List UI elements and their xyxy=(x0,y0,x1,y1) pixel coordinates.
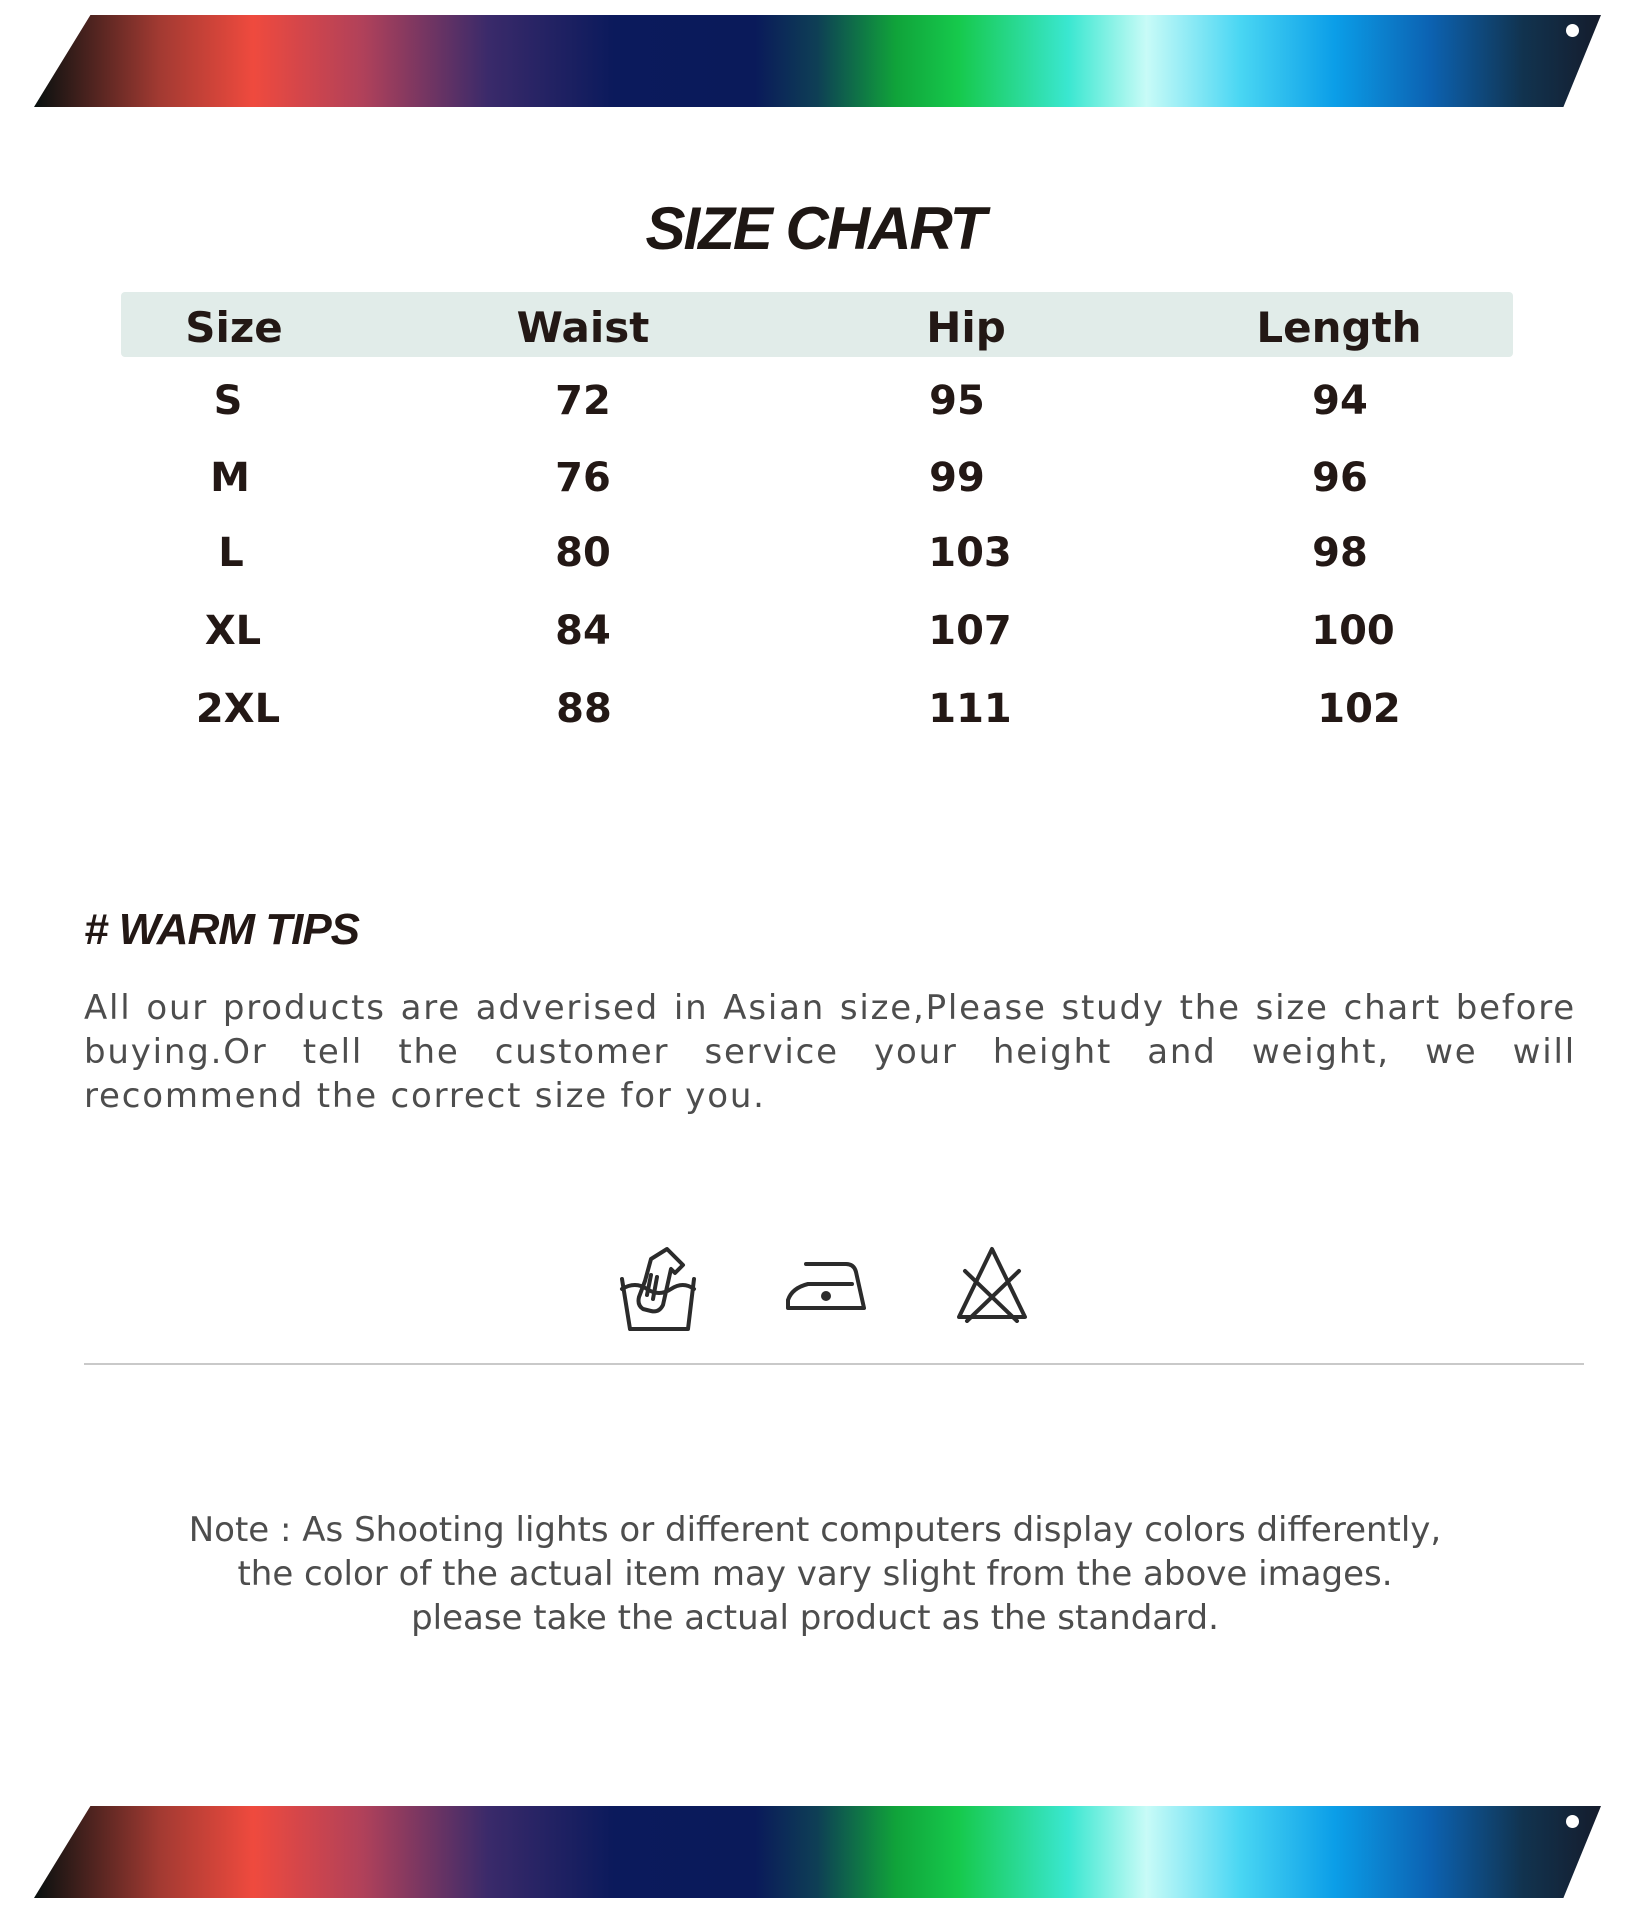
bottom-gradient-banner xyxy=(34,1806,1601,1898)
do-not-bleach-icon xyxy=(955,1245,1029,1323)
table-cell-size: L xyxy=(218,530,244,576)
table-cell-waist: 76 xyxy=(555,455,611,501)
header-length: Length xyxy=(1256,303,1422,352)
header-size: Size xyxy=(185,303,283,352)
table-cell-hip: 103 xyxy=(928,530,1012,576)
table-cell-length: 98 xyxy=(1312,530,1368,576)
color-disclaimer-note xyxy=(0,1508,1630,1640)
table-cell-waist: 72 xyxy=(555,378,611,424)
hand-wash-icon xyxy=(617,1245,699,1333)
note-line-1: Note : As Shooting lights or different computers display colors differently, xyxy=(188,1510,1442,1550)
banner-dot xyxy=(1566,24,1579,37)
warm-tips-text: All our products are adverised in Asian size,Please study the size chart before buying.Or tell the customer service your height and weight, we will recommend the correct size for you. xyxy=(84,988,1576,1116)
table-cell-waist: 84 xyxy=(555,608,611,654)
header-hip: Hip xyxy=(926,303,1006,352)
table-cell-length: 100 xyxy=(1311,608,1395,654)
note-line-3: please take the actual product as the standard. xyxy=(411,1598,1219,1638)
table-cell-length: 102 xyxy=(1317,686,1401,732)
header-waist: Waist xyxy=(516,303,650,352)
table-cell-length: 94 xyxy=(1312,378,1368,424)
table-cell-hip: 95 xyxy=(929,378,985,424)
note-line-2: the color of the actual item may vary slight from the above images. xyxy=(237,1554,1393,1594)
iron-low-heat-icon xyxy=(784,1258,868,1314)
top-gradient-banner xyxy=(34,15,1601,107)
banner-dot xyxy=(1566,1815,1579,1828)
table-cell-length: 96 xyxy=(1312,455,1368,501)
size-chart-title: SIZE CHART xyxy=(645,195,985,262)
table-cell-hip: 107 xyxy=(928,608,1012,654)
warm-tips-heading: # WARM TIPS xyxy=(84,905,360,954)
table-cell-size: M xyxy=(210,455,250,501)
table-cell-size: S xyxy=(213,378,243,424)
section-divider xyxy=(84,1363,1584,1365)
table-cell-hip: 99 xyxy=(929,455,985,501)
table-cell-waist: 88 xyxy=(556,686,612,732)
table-cell-size: 2XL xyxy=(195,686,281,732)
table-cell-waist: 80 xyxy=(555,530,611,576)
table-cell-size: XL xyxy=(204,608,262,654)
table-cell-hip: 111 xyxy=(928,686,1012,732)
